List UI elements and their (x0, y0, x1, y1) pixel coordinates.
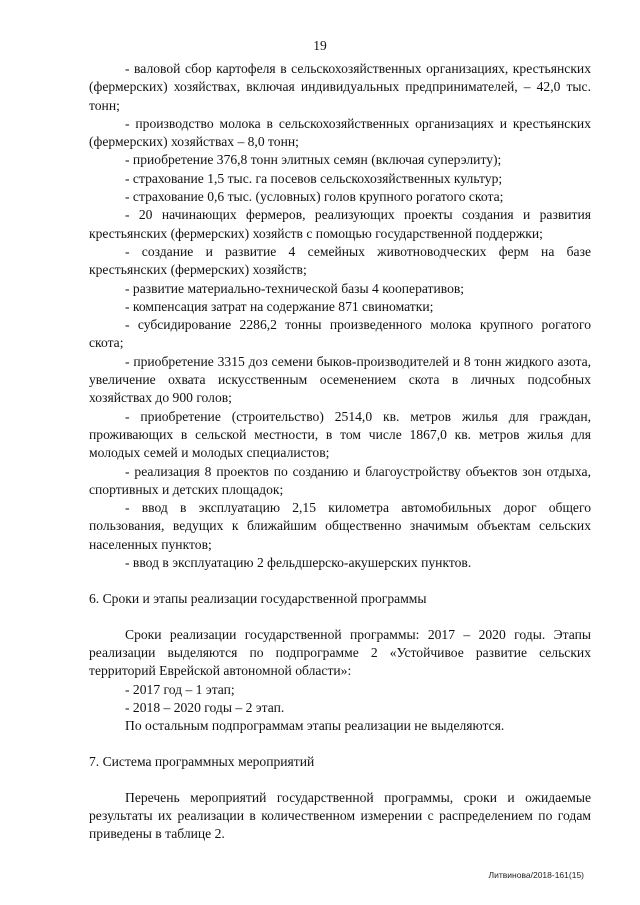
list-item: - создание и развитие 4 семейных животноводческих ферм на базе крестьянских (фермерских) хозяйств; (89, 243, 591, 278)
document-footer-code: Литвинова/2018-161(15) (488, 870, 584, 880)
page-number: 19 (313, 38, 327, 53)
list-item: - развитие материально-технической базы 4 кооперативов; (125, 280, 465, 296)
list-item: - субсидирование 2286,2 тонны произведенного молока крупного рогатого скота; (89, 317, 591, 351)
list-item: - производство молока в сельскохозяйственных организациях и крестьянских (фермерских) хозяйствах – 8,0 тонн; (89, 115, 591, 150)
section-6-paragraph: Сроки реализации государственной программы: 2017 – 2020 годы. Этапы реализации выделяются по подпрограмме 2 «Устойчивое развитие сельских территорий Еврейской автономной области»: (89, 626, 591, 679)
list-item: - приобретение 376,8 тонн элитных семян (включая суперэлиту); (125, 152, 502, 168)
list-item: - ввод в эксплуатацию 2 фельдшерско-акушерских пунктов. (125, 555, 472, 571)
list-item: - приобретение 3315 доз семени быков-производителей и 8 тонн жидкого азота, увеличение охвата искусственным осеменением скота в личных подсобных хозяйствах до 900 голов; (89, 353, 591, 406)
section-7-heading: 7. Система программных мероприятий (89, 754, 315, 770)
section-7-paragraph: Перечень мероприятий государственной программы, сроки и ожидаемые результаты их реализации в количественном измерении с распределением по годам приведены в таблице 2. (89, 789, 591, 842)
section-6-heading: 6. Сроки и этапы реализации государственной программы (89, 591, 427, 607)
list-item: - реализация 8 проектов по созданию и благоустройству объектов зон отдыха, спортивных и детских площадок; (89, 463, 591, 497)
section-6-closing: По остальным подпрограммам этапы реализации не выделяются. (125, 718, 505, 734)
list-item: - страхование 1,5 тыс. га посевов сельскохозяйственных культур; (125, 170, 503, 186)
list-item: - приобретение (строительство) 2514,0 кв. метров жилья для граждан, проживающих в сельской местности, в том числе 1867,0 кв. метров жилья для молодых семей и молодых специалистов; (89, 408, 591, 461)
stage-1: - 2017 год – 1 этап; (125, 681, 235, 697)
list-item: - страхование 0,6 тыс. (условных) голов крупного рогатого скота; (125, 189, 504, 205)
stage-2: - 2018 – 2020 годы – 2 этап. (125, 699, 285, 715)
document-body (89, 60, 591, 844)
list-item: - валовой сбор картофеля в сельскохозяйственных организациях, крестьянских (фермерских) хозяйствах, включая индивидуальных предпринимателей, – 42,0 тыс. тонн; (89, 61, 591, 113)
list-item: - компенсация затрат на содержание 871 свиноматки; (125, 298, 434, 314)
list-item: - ввод в эксплуатацию 2,15 километра автомобильных дорог общего пользования, ведущих к ближайшим общественно значимым объектам сельских населенных пунктов; (89, 500, 591, 552)
list-item: - 20 начинающих фермеров, реализующих проекты создания и развития крестьянских (фермерских) хозяйств с помощью государственной поддержки; (89, 207, 591, 241)
